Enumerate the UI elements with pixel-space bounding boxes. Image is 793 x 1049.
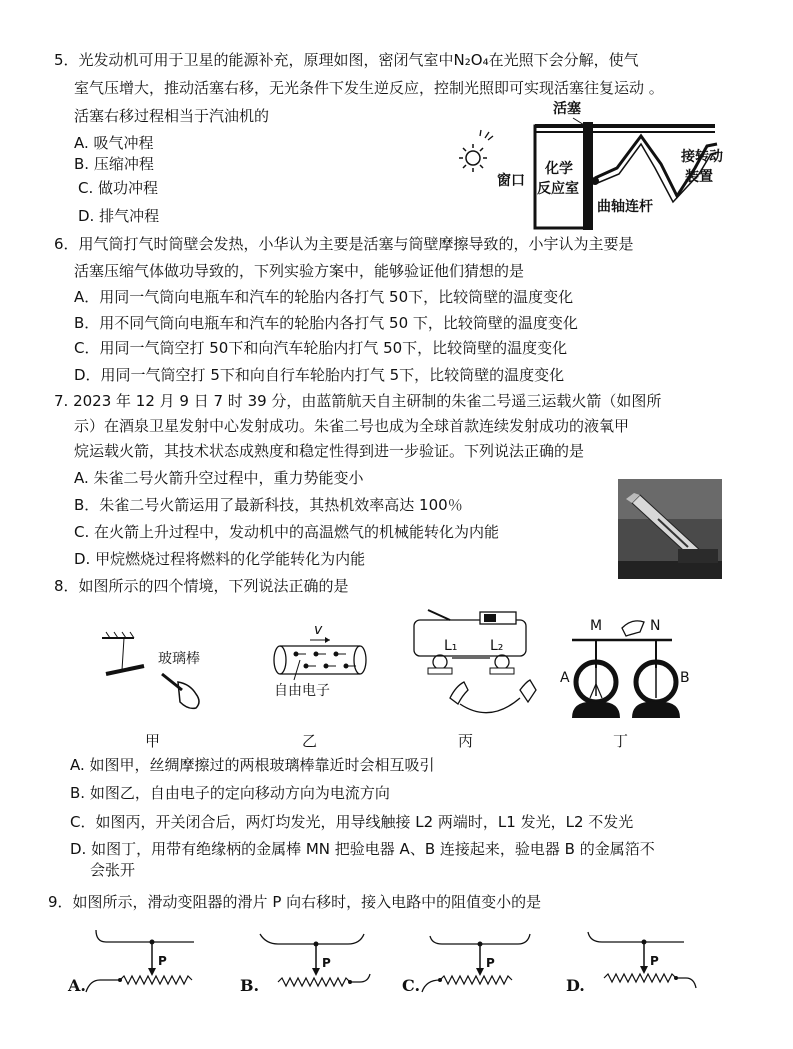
q8-figure-jia (100, 630, 210, 710)
q9-b-p-label: P (322, 956, 331, 970)
q8-label-l2: L₂ (490, 638, 504, 654)
q8-figure-yi (270, 622, 370, 710)
q5-stem-line2: 室气压增大，推动活塞右移，无光条件下发生逆反应，控制光照即可实现活塞往复运动 。 (74, 79, 664, 97)
q5-option-b: B. 压缩冲程 (74, 155, 154, 173)
q5-stem-line3: 活塞右移过程相当于汽油机的 (74, 107, 270, 125)
q8-label-b: B (680, 670, 690, 686)
q5-option-d: D. 排气冲程 (78, 207, 160, 225)
q5-stem-line1: 5．光发动机可用于卫星的能源补充，原理如图，密闭气室中N₂O₄在光照下会分解，使气 (54, 51, 639, 69)
q6-option-b: B．用不同气筒向电瓶车和汽车的轮胎内各打气 50 下，比较筒壁的温度变化 (74, 314, 578, 332)
q8-option-c: C．如图丙，开关闭合后，两灯均发光，用导线触接 L2 两端时，L1 发光，L2 不发光 (70, 813, 634, 831)
q7-stem-line2: 示）在酒泉卫星发射中心发射成功。朱雀二号也成为全球首款连续发射成功的液氧甲 (74, 417, 630, 435)
q9-stem: 9．如图所示，滑动变阻器的滑片 P 向右移时，接入电路中的阻值变小的是 (48, 893, 542, 911)
q6-option-c: C．用同一气筒空打 50下和向汽车轮胎内打气 50下，比较筒壁的温度变化 (74, 339, 568, 357)
q9-rheostat-c (400, 926, 550, 998)
q8-label-m: M (590, 618, 603, 634)
q7-option-c: C. 在火箭上升过程中，发动机中的高温燃气的机械能转化为内能 (74, 523, 500, 541)
q9-a-p-label: P (158, 954, 167, 968)
q9-d-p-label: P (650, 954, 659, 968)
q8-stem: 8．如图所示的四个情境，下列说法正确的是 (54, 577, 349, 595)
q5-label-piston: 活塞 (553, 101, 581, 117)
q8-label-a: A (560, 670, 570, 686)
q9-option-b-letter: B. (240, 976, 260, 995)
hand-icon (622, 621, 644, 636)
q8-caption-ding: 丁 (613, 732, 629, 750)
q8-caption-jia: 甲 (145, 732, 161, 750)
q9-rheostat-a (66, 926, 216, 998)
q5-option-a: A. 吸气冲程 (74, 134, 154, 152)
q7-option-a: A. 朱雀二号火箭升空过程中，重力势能变小 (74, 469, 364, 487)
q5-engine-figure (455, 98, 755, 230)
switch-icon (428, 610, 450, 620)
q8-label-l1: L₁ (444, 638, 458, 654)
q9-c-p-label: P (486, 956, 495, 970)
q7-stem-line1: 7. 2023 年 12 月 9 日 7 时 39 分，由蓝箭航天自主研制的朱雀二号遥三运载火箭（如图所 (54, 392, 662, 410)
q7-stem-line3: 烷运载火箭，其技术状态成熟度和稳定性得到进一步验证。下列说法正确的是 (74, 442, 585, 460)
rocket-photo (618, 479, 722, 579)
q9-rheostat-b (238, 926, 388, 998)
q5-label-chamber-1: 化学 (545, 161, 573, 177)
q8-figure-bing (410, 600, 540, 730)
q6-option-a: A．用同一气筒向电瓶车和汽车的轮胎内各打气 50下，比较筒壁的温度变化 (74, 288, 574, 306)
q9-rheostat-d (564, 926, 714, 998)
q8-label-free-electron: 自由电子 (274, 683, 330, 699)
q6-option-d: D．用同一气筒空打 5下和向自行车轮胎内打气 5下，比较筒壁的温度变化 (74, 366, 565, 384)
q8-option-d: D. 如图丁，用带有绝缘柄的金属棒 MN 把验电器 A、B 连接起来，验电器 B 的金属箔不 (70, 840, 655, 858)
q9-option-a-letter: A. (68, 976, 86, 995)
q8-label-v: v (314, 622, 323, 638)
lamp-l2-icon (495, 655, 509, 669)
q8-option-d-cont: 会张开 (90, 861, 136, 879)
q5-label-chamber-2: 反应室 (537, 181, 579, 197)
q8-label-glass-rod: 玻璃棒 (158, 651, 200, 667)
q5-label-window: 窗口 (497, 173, 525, 189)
q8-caption-yi: 乙 (302, 732, 318, 750)
lamp-l1-icon (433, 655, 447, 669)
q5-label-drive-2: 装置 (685, 169, 713, 185)
q8-figure-ding (560, 612, 690, 720)
q8-caption-bing: 丙 (458, 732, 474, 750)
hand-right-icon (520, 680, 536, 702)
q9-option-d-letter: D. (566, 976, 585, 995)
q5-label-drive-1: 接转动 (681, 149, 723, 165)
q7-option-d: D. 甲烷燃烧过程将燃料的化学能转化为内能 (74, 550, 366, 568)
hand-left-icon (450, 682, 468, 704)
q8-option-b: B. 如图乙，自由电子的定向移动方向为电流方向 (70, 784, 390, 802)
q7-option-b: B．朱雀二号火箭运用了最新科技，其热机效率高达 100％ (74, 496, 463, 514)
q6-stem-line1: 6．用气筒打气时筒壁会发热，小华认为主要是活塞与筒壁摩擦导致的，小宇认为主要是 (54, 235, 634, 253)
q6-stem-line2: 活塞压缩气体做功导致的，下列实验方案中，能够验证他们猜想的是 (74, 262, 525, 280)
q5-label-crank: 曲轴连杆 (597, 199, 653, 215)
q9-option-c-letter: C. (402, 976, 421, 995)
hand-icon (178, 682, 199, 708)
piston-icon (583, 122, 593, 230)
q8-option-a: A. 如图甲，丝绸摩擦过的两根玻璃棒靠近时会相互吸引 (70, 756, 435, 774)
sun-icon (459, 144, 487, 172)
q8-label-n: N (650, 618, 661, 634)
q5-option-c: C. 做功冲程 (78, 179, 159, 197)
